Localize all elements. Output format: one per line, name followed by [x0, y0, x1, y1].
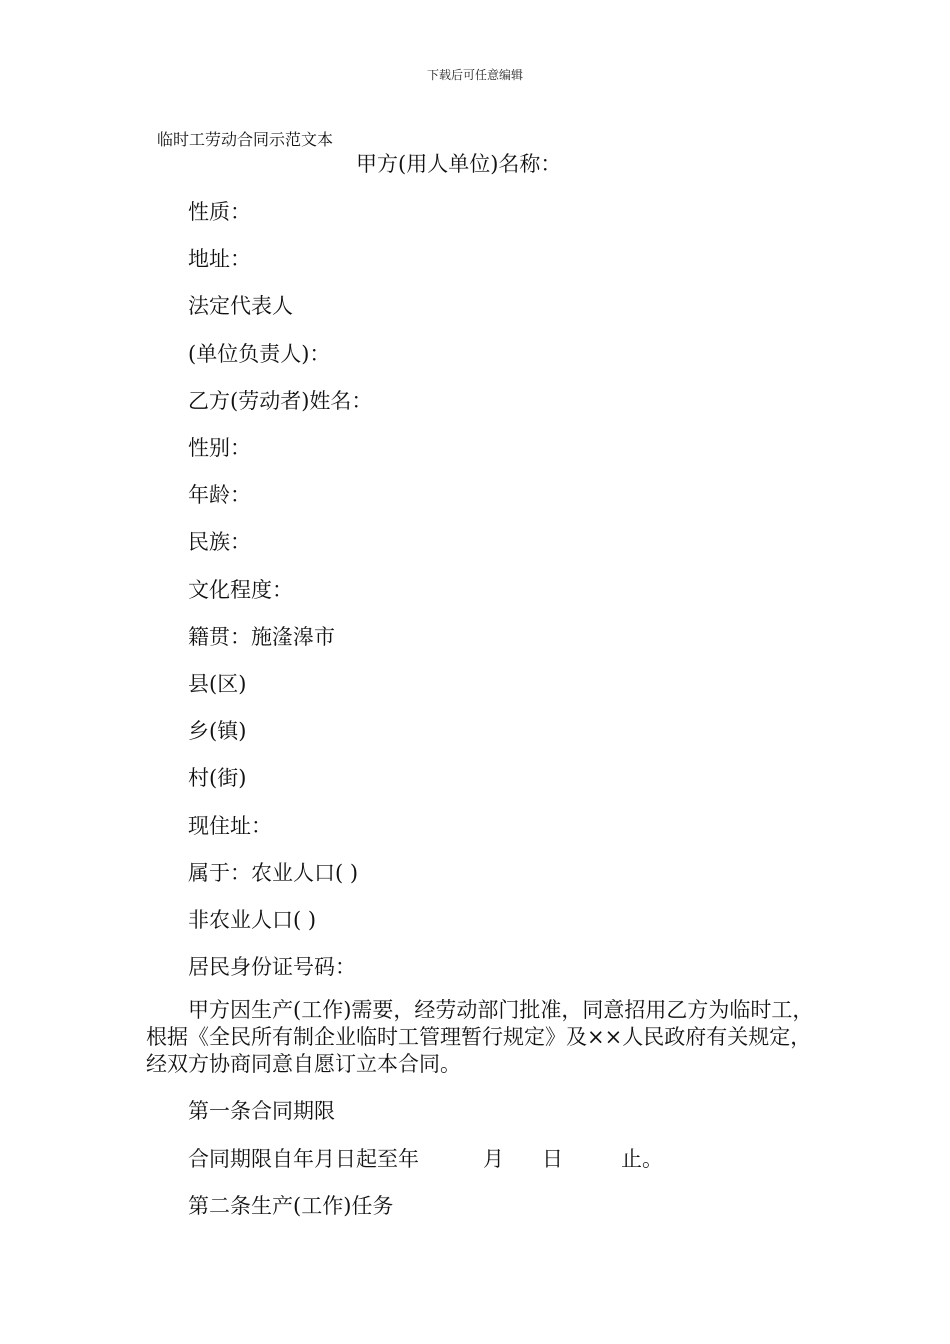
article-1-text — [188, 1143, 663, 1173]
field-id-number: 居民身份证号码： — [188, 955, 356, 979]
party-a-name-label: 甲方(用人单位)名称： — [356, 152, 562, 176]
period-month: 月 — [483, 1147, 504, 1171]
header-note: 下载后可任意编辑 — [426, 68, 523, 82]
field-agricultural-population: 属于：农业人口( ) — [188, 861, 359, 885]
period-day: 日 — [542, 1147, 563, 1171]
field-township: 乡(镇) — [188, 719, 247, 743]
intro-paragraph — [146, 997, 816, 1078]
field-village: 村(街) — [188, 766, 247, 790]
field-current-address: 现住址： — [188, 814, 272, 838]
intro-line-2: 根据《全民所有制企业临时工管理暂行规定》及××人民政府有关规定， — [146, 1025, 812, 1049]
field-county: 县(区) — [188, 672, 247, 696]
field-nature: 性质： — [188, 200, 251, 224]
period-end: 止。 — [621, 1147, 663, 1171]
field-gender: 性别： — [188, 436, 251, 460]
article-1-title: 第一条合同期限 — [188, 1099, 335, 1123]
field-legal-representative: 法定代表人 — [188, 294, 293, 318]
field-unit-head: (单位负责人)： — [188, 342, 331, 366]
field-age: 年龄： — [188, 483, 251, 507]
field-party-b-name: 乙方(劳动者)姓名： — [188, 389, 373, 413]
field-address: 地址： — [188, 247, 251, 271]
document-title: 临时工劳动合同示范文本 — [157, 130, 334, 149]
field-native-place: 籍贯：施湰滜市 — [188, 625, 335, 649]
field-non-agricultural-population: 非农业人口( ) — [188, 908, 317, 932]
field-ethnicity: 民族： — [188, 530, 251, 554]
field-education: 文化程度： — [188, 578, 293, 602]
intro-line-1: 甲方因生产(工作)需要，经劳动部门批准，同意招用乙方为临时工， — [188, 998, 814, 1022]
article-2-title: 第二条生产(工作)任务 — [188, 1194, 394, 1218]
intro-line-3: 经双方协商同意自愿订立本合同。 — [146, 1052, 461, 1076]
period-text: 合同期限自年月日起至年 — [188, 1147, 419, 1171]
